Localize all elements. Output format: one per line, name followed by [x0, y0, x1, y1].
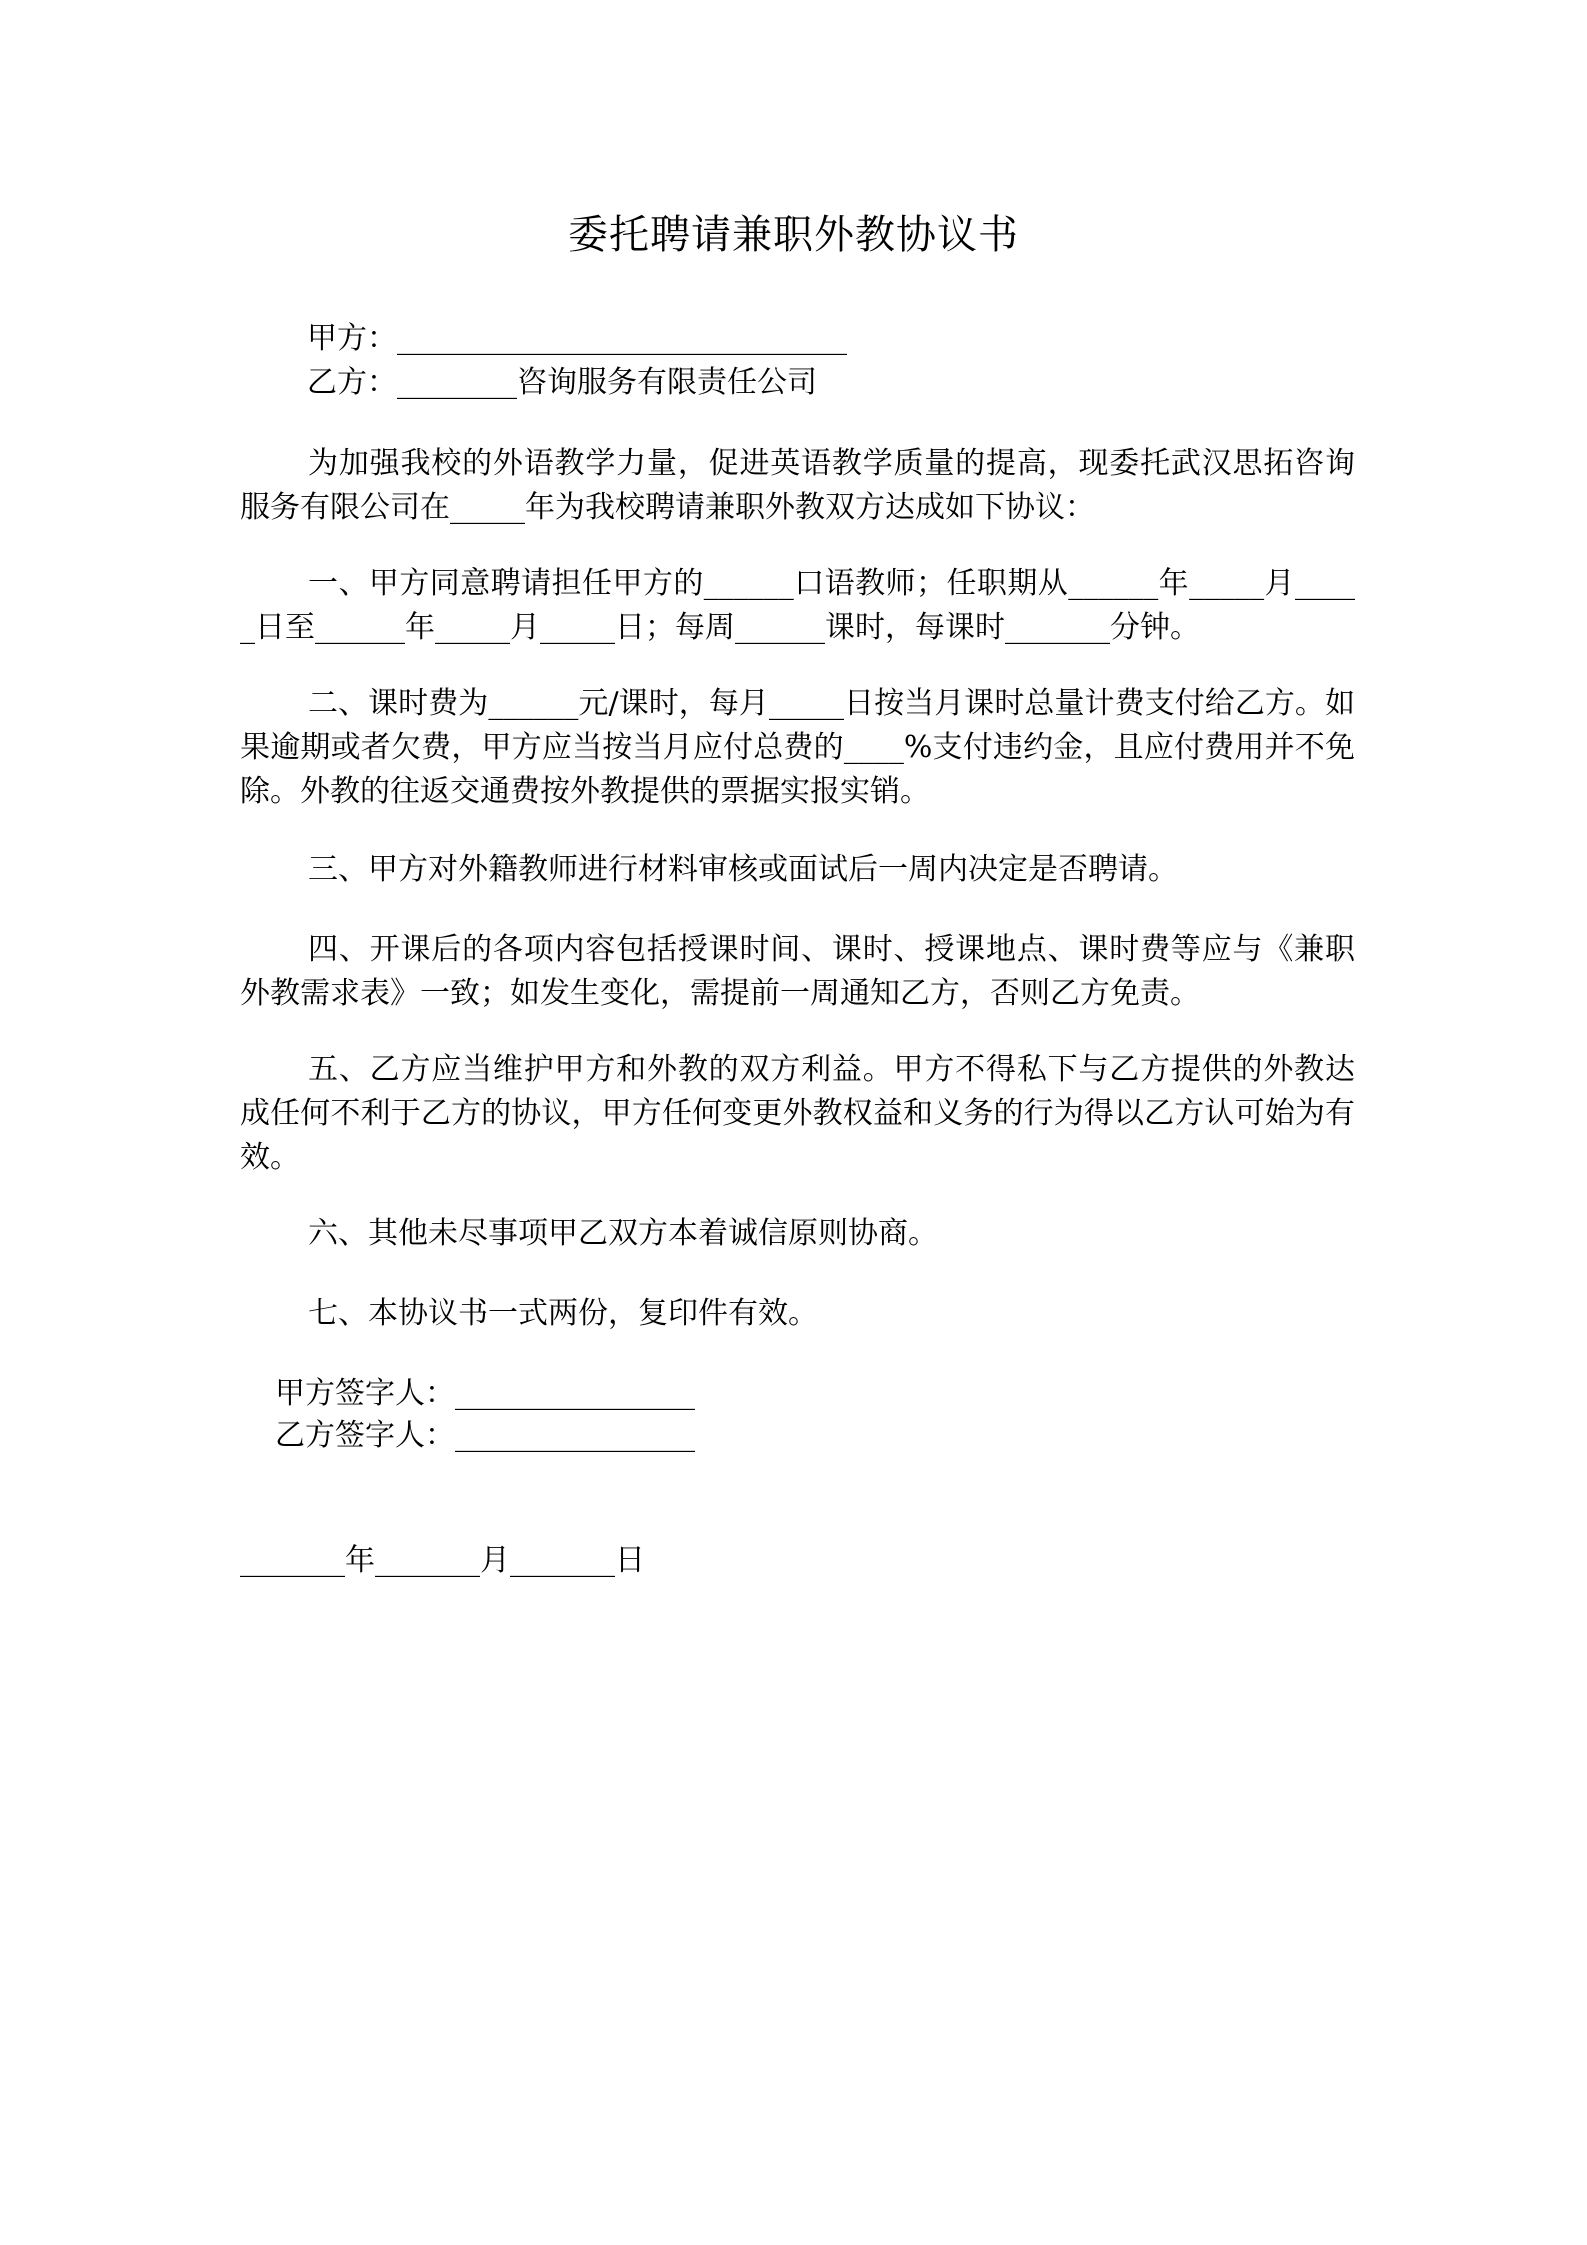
clause-1: 一、甲方同意聘请担任甲方的______口语教师；任职期从______年_____月_____日至______年_____月_____日；每周______课时，每课时_______分钟。 [240, 566, 1355, 645]
party-a-line: 甲方：______________________________ [307, 321, 847, 356]
clause-3: 三、甲方对外籍教师进行材料审核或面试后一周内决定是否聘请。 [308, 852, 1178, 887]
clause-6: 六、其他未尽事项甲乙双方本着诚信原则协商。 [308, 1216, 938, 1251]
clause-2: 二、课时费为______元/课时，每月_____日按当月课时总量计费支付给乙方。如果逾期或者欠费，甲方应当按当月应付总费的____%支付违约金，且应付费用并不免除。外教的往返交通费按外教提供的票据实报实销。 [240, 686, 1355, 809]
clause-4: 四、开课后的各项内容包括授课时间、课时、授课地点、课时费等应与《兼职外教需求表》一致；如发生变化，需提前一周通知乙方，否则乙方免责。 [240, 932, 1355, 1011]
date-line: _______年_______月_______日 [240, 1543, 645, 1578]
signature-party-b: 乙方签字人：________________ [275, 1418, 695, 1453]
clause-7: 七、本协议书一式两份，复印件有效。 [308, 1296, 818, 1331]
clause-5: 五、乙方应当维护甲方和外教的双方利益。甲方不得私下与乙方提供的外教达成任何不利于乙方的协议，甲方任何变更外教权益和义务的行为得以乙方认可始为有效。 [240, 1052, 1355, 1175]
party-b-line: 乙方：________咨询服务有限责任公司 [307, 365, 817, 400]
signature-party-a: 甲方签字人：________________ [275, 1376, 695, 1411]
intro-paragraph: 为加强我校的外语教学力量，促进英语教学质量的提高，现委托武汉思拓咨询服务有限公司在_____年为我校聘请兼职外教双方达成如下协议： [240, 446, 1355, 525]
document-title: 委托聘请兼职外教协议书 [568, 212, 1019, 258]
